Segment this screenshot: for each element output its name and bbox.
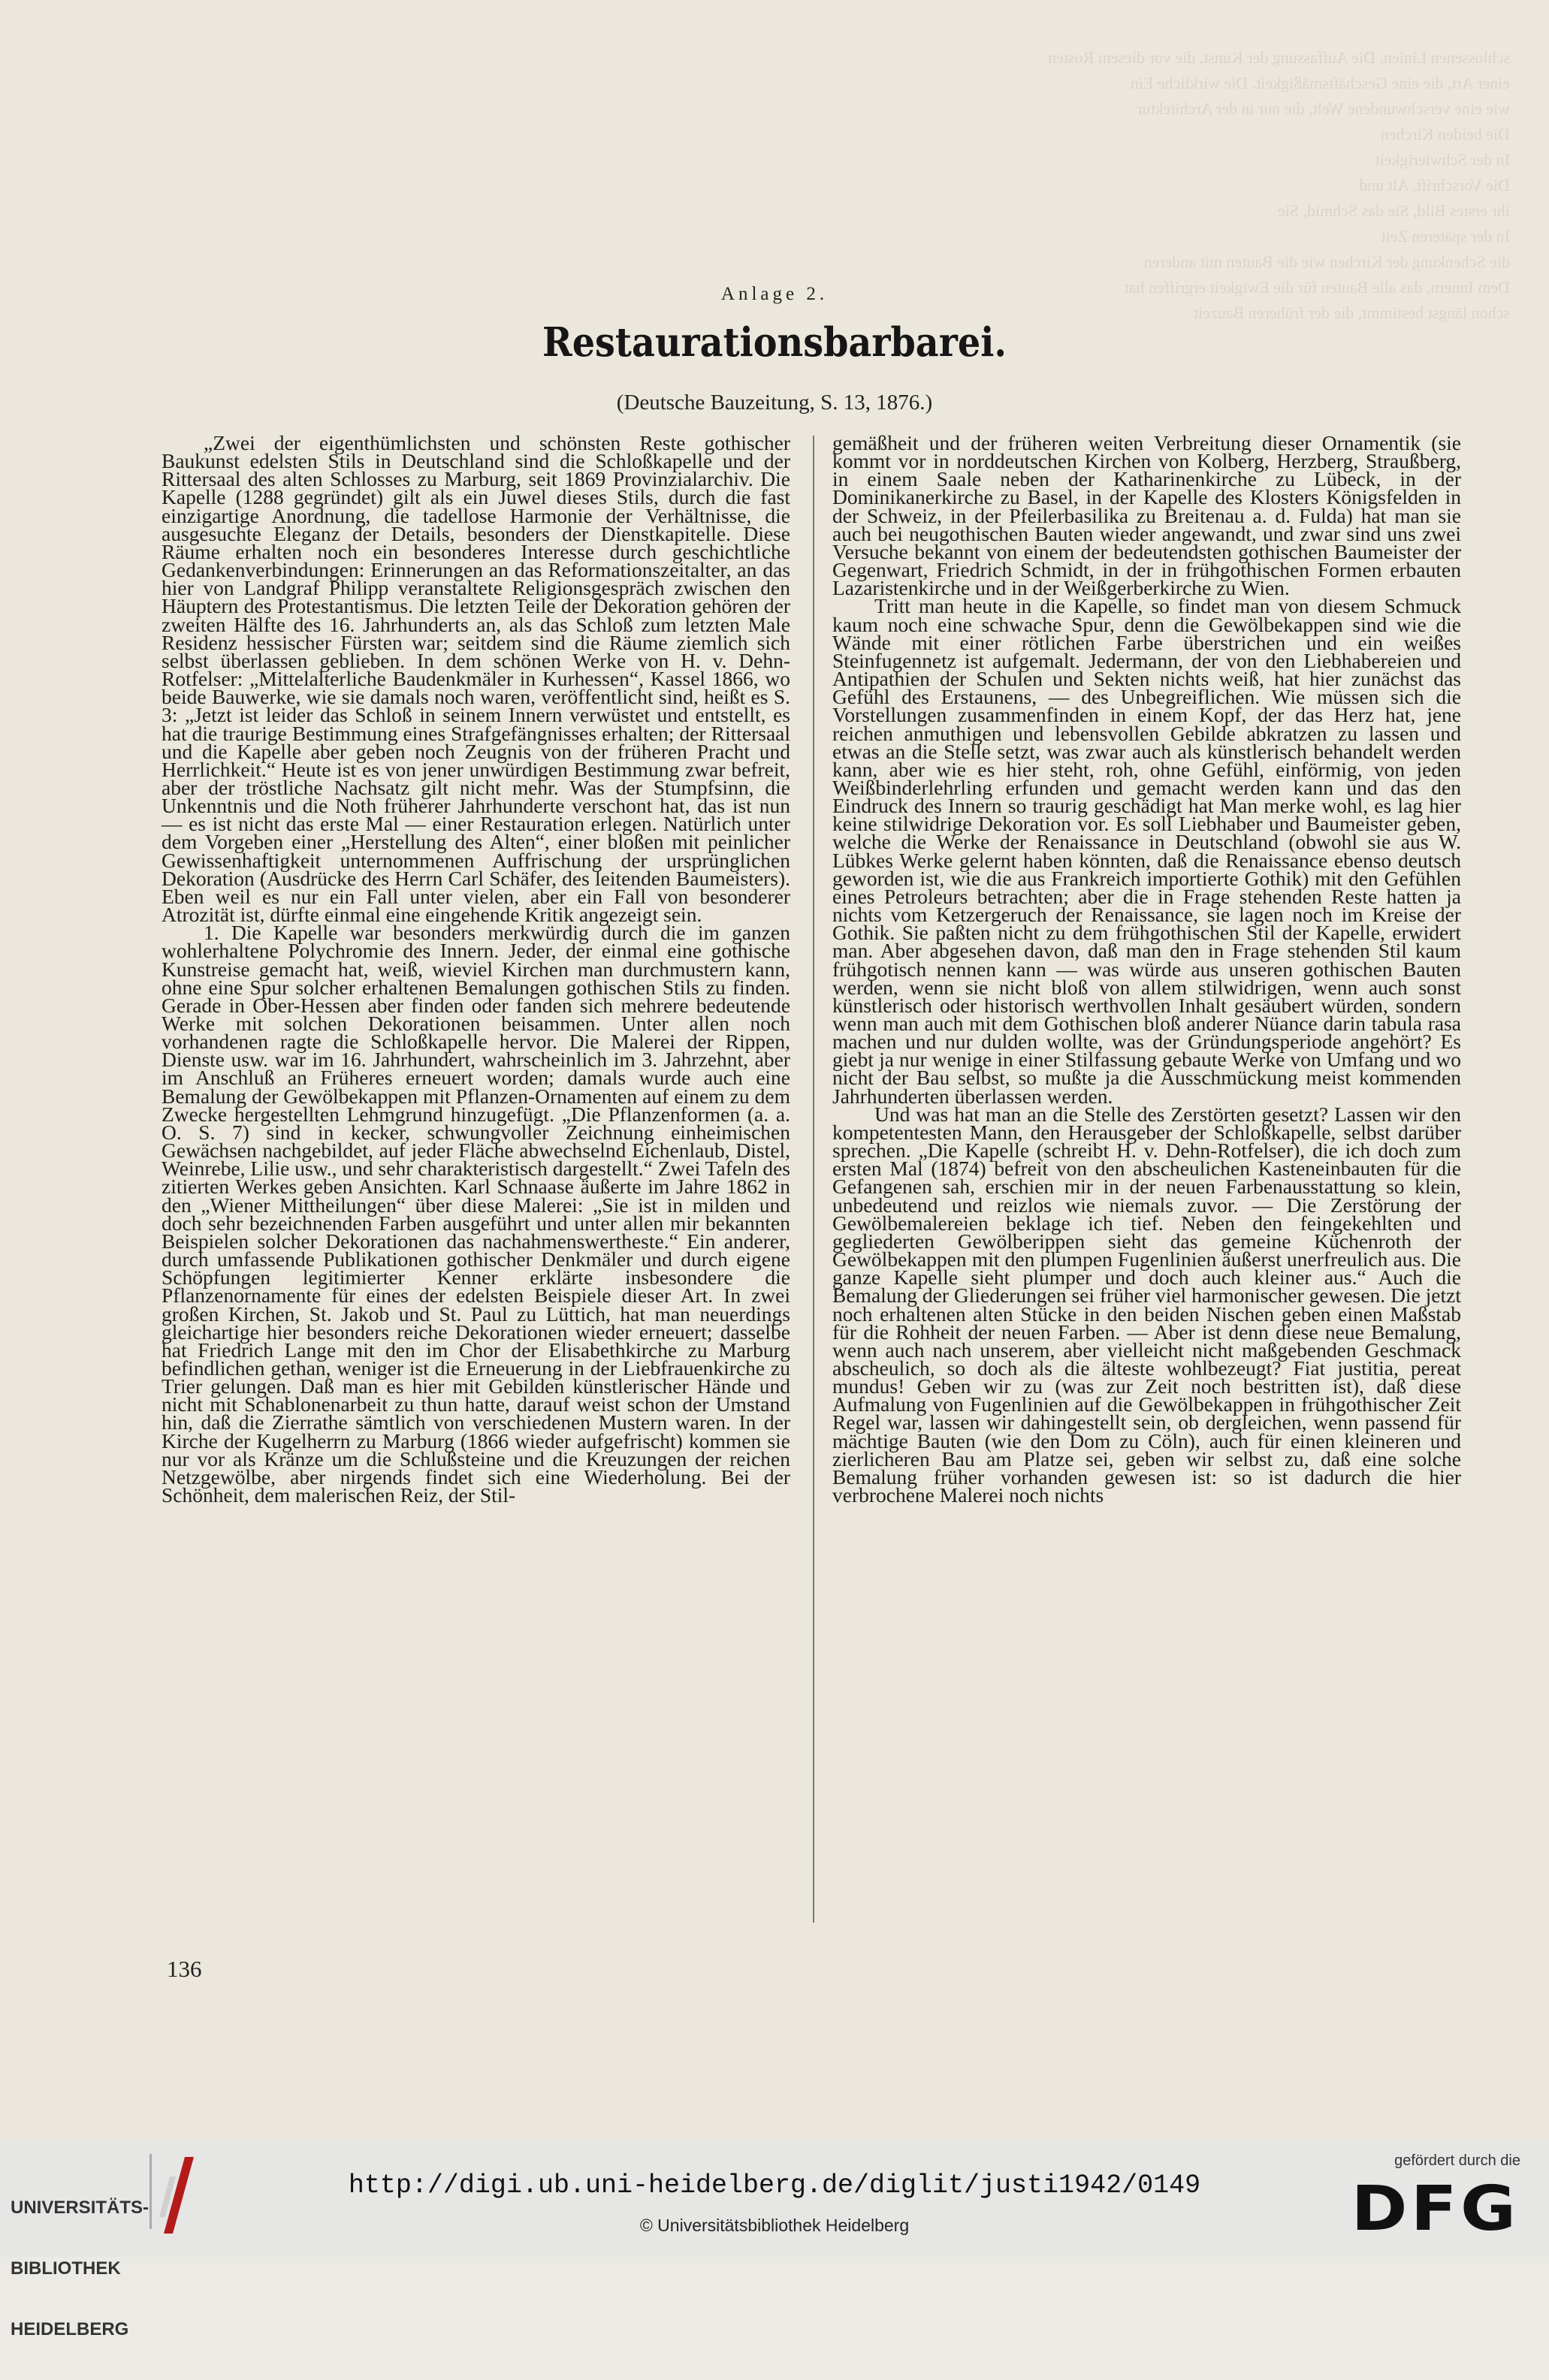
bleed-line: In der Schwierigkeit bbox=[1375, 150, 1510, 169]
funding-note: gefördert durch die bbox=[1394, 2152, 1520, 2169]
bleed-line: schlossenen Linien. Die Auffassung der Kunst, die vor diesem Rosten bbox=[1048, 48, 1510, 67]
bleed-line: schon längst bestimmt, die der früheren Bauzeit bbox=[1194, 303, 1510, 322]
footer-bar bbox=[0, 2140, 1549, 2339]
column-divider bbox=[813, 436, 814, 1923]
dfg-logo: DFG bbox=[1351, 2173, 1519, 2245]
bleed-line: Die beiden Kirchen bbox=[1380, 125, 1510, 143]
paragraph: gemäßheit und der früheren weiten Verbreitung dieser Ornamentik (sie kommt vor in norddeutschen Kirchen von Kolberg, Herzberg, Straußberg, in einem Saale neben der Katharinenkirche zu Lübeck, in der Dominikanerkirche zu Basel, in der Kapelle des Klosters Königsfelden in der Schweiz, in der Pfeilerbasilika zu Breitenau a. d. Fulda) hat man sie auch bei neugothischen Bauten wieder angewandt, und zwar sind uns zwei Versuche bekannt von einem der bedeutendsten gothischen Baumeister der Gegenwart, Friedrich Schmidt, in der in frühgothischen Formen erbauten Lazaristenkirche und in der Weißgerberkirche zu Wien. bbox=[832, 431, 1461, 600]
bleed-line: Dem Innern, das alle Bauten für die Ewigkeit ergriffen hat bbox=[1124, 278, 1510, 297]
paragraph: Und was hat man an die Stelle des Zerstörten gesetzt? Lassen wir den kompetentesten Mann, den Herausgeber der Schloßkapelle, selbst darüber sprechen. „Die Kapelle (schreibt H. v. Dehn-Rotfelser), die ich doch zum ersten Mal (1874) befreit von den abscheulichen Kasteneinbauten für die Gefangenen sah, erschien mir in der neuen Farbenausstattung so klein, unbedeutend und reizlos wie niemals zuvor. — Die Zerstörung der Gewölbemalereien beklage ich tief. Neben den feingekehlten und gegliederten Gewölberippen sieht das gemeine Küchenroth der Gewölbekappen mit den plumpen Fugenlinien äußerst unerfreulich aus. Die ganze Kapelle sieht plumper und doch auch kleiner aus.“ Auch die Bemalung der Gliederungen sei früher viel harmonischer gewesen. Die jetzt noch erhaltenen alten Stücke in den beiden Nischen geben einen Maßstab für die Rohheit der neuen Farben. — Aber ist denn diese neue Bemalung, wenn auch nach unserem, aber vielleicht nicht maßgebenden Geschmack abscheulich, so doch als die älteste wohlbezeugt? Fiat justitia, pereat mundus! Geben wir zu (was zur Zeit noch bestritten ist), daß diese Aufmalung von Fugenlinien auf die Gewölbekappen in frühgothischer Zeit Regel war, lassen wir dahingestellt sein, ob dergleichen, wenn passend für mächtige Bauten (wie den Dom zu Cöln), auch für einen kleineren und zierlicheren Bau am Platze sei, geben wir selbst zu, daß eine solche Bemalung früher vorhanden gewesen ist: so ist dadurch die hier verbrochene Malerei noch nichts bbox=[832, 1102, 1461, 1507]
page-title: Restaurationsbarbarei. bbox=[542, 319, 1007, 366]
source-citation: (Deutsche Bauzeitung, S. 13, 1876.) bbox=[616, 391, 933, 415]
bleed-line: Die Vorschrift, Alt und bbox=[1359, 176, 1510, 195]
copyright-notice: © Universitätsbibliothek Heidelberg bbox=[639, 2216, 910, 2235]
paragraph: 1. Die Kapelle war besonders merkwürdig durch die im ganzen wohlerhaltene Polychromie des Innern. Jeder, der einmal eine gothische Kunstreise gemacht hat, weiß, wieviel Kirchen man durchmustern kann, ohne eine Spur solcher erhaltenen Bemalungen gothischen Stils zu finden. Gerade in Ober-Hessen aber finden oder fanden sich mehrere bedeutende Werke mit solchen Dekorationen beisammen. Unter allen noch vorhandenen ragte die Schloßkapelle hervor. Die Malerei der Rippen, Dienste usw. war im 16. Jahrhundert, wahrscheinlich im 3. Jahrzehnt, aber im Anschluß an Früheres erneuert worden; damals wurde auch eine Bemalung der Gewölbekappen mit Pflanzen-Ornamenten auf einem zu dem Zwecke hergestellten Lehmgrund hinzugefügt. „Die Pflanzenformen (a. a. O. S. 7) sind in kecker, schwungvoller Zeichnung einheimischen Gewächsen nachgebildet, auf jeder Fläche abwechselnd Eichenlaub, Distel, Weinrebe, Lilie usw., und sehr charakteristisch dargestellt.“ Zwei Tafeln des zitierten Werkes geben Ansichten. Karl Schnaase äußerte im Jahre 1862 in den „Wiener Mittheilungen“ über diese Malerei: „Sie ist in milden und doch sehr bezeichnenden Farben ausgeführt und unter allen mir bekannten Beispielen solcher Dekorationen das nachahmenswertheste.“ Ein anderer, durch umfassende Publikationen gothischer Denkmäler und durch eigene Schöpfungen legitimierter Kenner erklärte insbesondere die Pflanzenornamente für eines der edelsten Beispiele dieser Art. In zwei großen Kirchen, St. Jakob und St. Paul zu Lüttich, hat man neuerdings gleichartige hier besonders reiche Dekorationen wieder erneuert; dasselbe hat Friedrich Lange mit den im Chor der Elisabethkirche zu Marburg befindlichen gethan, weniger ist die Erneuerung in der Liebfrauenkirche zu Trier gelungen. Daß man es hier mit Gebilden künstlerischer Hände und nicht mit Schablonenarbeit zu thun hatte, darauf weist schon der Umstand hin, daß die Zierrathe sämtlich von verschiedenen Mustern waren. In der Kirche der Kugelherrn zu Marburg (1866 wieder aufgefrischt) kommen sie nur vor als Kränze um die Schlußsteine und die Kreuzungen der reichen Netzgewölbe, aber nirgends findet sich eine Wiederholung. Bei der Schönheit, dem malerischen Reiz, der Stil- bbox=[162, 921, 790, 1507]
page-number: 136 bbox=[167, 1956, 202, 1982]
right-column bbox=[832, 431, 1461, 1507]
library-name-line: UNIVERSITÄTS- bbox=[11, 2198, 149, 2218]
bleed-line: In der späteren Zeit bbox=[1381, 227, 1510, 246]
annex-label: Anlage 2. bbox=[720, 284, 829, 304]
bleed-line: ihr erstes Bild, Sie das Schmid, Sie bbox=[1277, 201, 1510, 220]
paragraph: „Zwei der eigenthümlichsten und schönsten Reste gothischer Baukunst edelsten Stils in Deutschland sind die Schloßkapelle und der Rittersaal des alten Schlosses zu Marburg, seit 1869 Provinzialarchiv. Die Kapelle (1288 gegründet) gilt als ein Juwel dieses Stils, durch die fast einzigartige Anordnung, die tadellose Harmonie der Verhältnisse, die ausgesuchte Eleganz der Details, besonders der Dienstkapitelle. Diese Räume erhalten noch ein besonderes Interesse durch geschichtliche Gedankenverbindungen: Erinnerungen an das Reformationszeitalter, an das hier von Landgraf Philipp veranstaltete Religionsgespräch zwischen den Häuptern des Protestantismus. Die letzten Teile der Dekoration gehören der zweiten Hälfte des 16. Jahrhunderts an, als das Schloß zum letzten Male Residenz hessischer Fürsten war; seitdem sind die Räume ziemlich sich selbst überlassen geblieben. In dem schönen Werke von H. v. Dehn-Rotfelser: „Mittelalterliche Baudenkmäler in Kurhessen“, Kassel 1866, wo beide Bauwerke, wie sie damals noch waren, veröffentlicht sind, heißt es S. 3: „Jetzt ist leider das Schloß in seinem Innern verwüstet und entstellt, es hat die traurige Bestimmung eines Strafgefängnisses erhalten; der Rittersaal und die Kapelle aber geben noch Zeugnis von der früheren Pracht und Herrlichkeit.“ Heute ist es von jener unwürdigen Bestimmung zwar befreit, aber der tröstliche Nachsatz gilt nicht mehr. Was der Stumpfsinn, die Unkenntnis und die Noth früherer Jahrhunderte verschont hat, das ist nun — es ist nicht das erste Mal — einer Restauration erlegen. Natürlich unter dem Vorgeben einer „Herstellung des Alten“, einer bloßen mit peinlicher Gewissenhaftigkeit unternommenen Auffrischung der ursprünglichen Dekoration (Ausdrücke des Herrn Carl Schäfer, des leitenden Baumeisters). Eben weil es nur ein Fall unter vielen, aber ein Fall von besonderer Atrozität ist, dürfte einmal eine eingehende Kritik angezeigt sein. bbox=[162, 431, 790, 927]
library-name-line: HEIDELBERG bbox=[11, 2319, 129, 2339]
paragraph: Tritt man heute in die Kapelle, so findet man von diesem Schmuck kaum noch eine schwache Spur, denn die Gewölbekappen sind wie die Wände mit einer rötlichen Farbe überstrichen und ein weißes Steinfugennetz ist aufgemalt. Jedermann, der von den Liebhabereien und Antipathien der Schulen und Sekten nichts weiß, hat hier zunächst das Gefühl des Erstaunens, — des Unbegreiflichen. Wie müssen sich die Vorstellungen zusammenfinden in einem Kopf, der das Herz hat, jene reichen anmuthigen und lebensvollen Gebilde abkratzen zu lassen und etwas an die Stelle setzt, was zwar auch als künstlerisch behandelt werden kann, aber wie es hier steht, roh, ohne Gefühl, einförmig, von jeden Weißbinderlehrling erfunden und gemacht werden kann und das den Eindruck des Innern so traurig geschädigt hat Man merke wohl, es lag hier keine stilwidrige Dekoration vor. Es soll Liebhaber und Baumeister geben, welche die Werke der Renaissance in Deutschland (obwohl sie aus W. Lübkes Werke gelernt haben könnten, daß die Renaissance ebenso deutsch geworden ist, wie die aus Frankreich importierte Gothik) mit den Gefühlen eines Petroleurs betrachten; aber die in Frage stehenden Reste hatten ja nichts vom Ketzergeruch der Renaissance, sie lagen noch im Kreise der Gothik. Sie paßten nicht zu dem frühgothischen Stil der Kapelle, erwidert man. Aber abgesehen davon, daß man den in Frage stehenden Stil kaum frühgotisch nennen kann — was würde aus unseren gothischen Bauten werden, wenn sie nicht bloß von allem stilwidrigen, wenn auch sonst künstlerisch oder historisch werthvollen Inhalt gesäubert würden, sondern wenn man auch mit dem Gothischen bloß anderer Nüance darin tabula rasa machen und nur dulden wollte, was der Gründungsperiode angehört? Es giebt ja nur wenige in einer Stilfassung gebaute Werke von Umfang und wo nicht der Bau selbst, so mußte ja die Ausschmückung meist kommenden Jahrhunderten überlassen werden. bbox=[832, 594, 1461, 1108]
bleed-line: die Schenkung der Kirchen wie die Bauten mit anderen bbox=[1143, 252, 1510, 271]
bleed-line: einer Art, die eine Geschäftsmäßigkeit. Die wirkliche Ein bbox=[1130, 74, 1510, 92]
document-url-link[interactable]: http://digi.ub.uni-heidelberg.de/diglit/justi1942/0149 bbox=[348, 2170, 1201, 2201]
left-column bbox=[162, 431, 790, 1507]
bleed-line: wie eine verschwundene Welt, die nur in der Architektur bbox=[1137, 99, 1510, 118]
library-name-line: BIBLIOTHEK bbox=[11, 2258, 121, 2279]
bleed-through-text bbox=[819, 45, 1510, 436]
